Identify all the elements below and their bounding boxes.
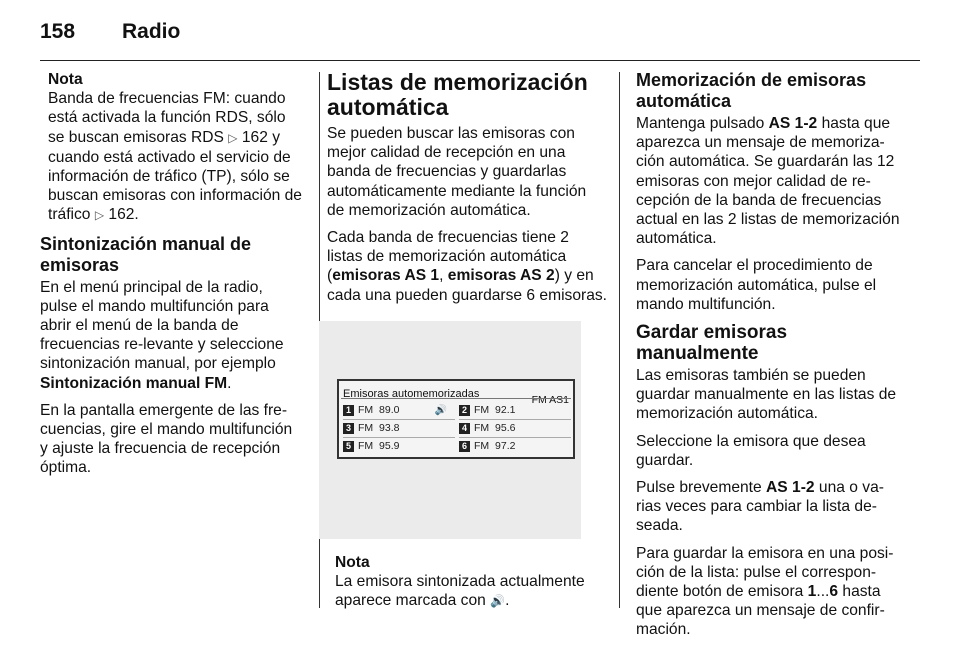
paragraph: En la pantalla emergente de las fre-cuencias, gire el mando multifunción y ajuste la frecuencia de recepción óptima.	[40, 401, 293, 477]
preset-slot[interactable]	[343, 420, 455, 438]
page-ref-icon: ▷	[94, 208, 105, 223]
display-screen	[337, 379, 575, 459]
page-ref[interactable]: 162.	[108, 206, 139, 224]
column-3	[636, 70, 902, 648]
section-heading: Memorización de emisoras automática	[636, 70, 867, 111]
paragraph: Para guardar la emisora en una posi-ción de la lista: pulse el correspon-diente botón de emisora	[636, 544, 894, 601]
preset-number: 6	[459, 441, 470, 452]
section-heading: Gardar emisoras manualmente	[636, 322, 788, 365]
page-ref[interactable]: 162 y	[241, 128, 281, 146]
preset-slot[interactable]	[343, 438, 455, 455]
paragraph: Se pueden buscar las emisoras con mejor calidad de recepción en una banda de frecuencias y guardarlas automáticamente mediante la función de memorización automática.	[327, 125, 587, 219]
speaker-icon: 🔊	[490, 594, 506, 609]
button-term: AS 1-2	[768, 115, 818, 132]
section-title: Radio	[122, 20, 181, 43]
preset-band: FM	[474, 403, 490, 416]
note-title: Nota	[48, 71, 83, 88]
column-divider	[619, 72, 620, 608]
preset-band: FM	[358, 403, 374, 416]
preset-band: FM	[474, 439, 490, 452]
page-ref-icon: ▷	[228, 130, 238, 145]
column-2	[327, 70, 607, 611]
button-term: AS 1-2	[766, 479, 815, 497]
preset-number: 1	[343, 405, 354, 416]
paragraph: ,	[439, 267, 448, 285]
paragraph: Mantenga pulsado	[636, 115, 765, 132]
note-block	[40, 70, 304, 226]
menu-term: emisoras AS 2	[447, 267, 555, 285]
header-divider	[40, 60, 920, 61]
preset-band: FM	[474, 421, 490, 434]
preset-frequency: 97.2	[495, 439, 516, 452]
preset-frequency: 89.0	[379, 403, 400, 416]
preset-band: FM	[358, 439, 374, 452]
paragraph: una o va-rias veces para cambiar la lista de-seada.	[636, 479, 884, 535]
paragraph: Seleccione la emisora que desea guardar.	[636, 432, 866, 469]
preset-frequency: 92.1	[495, 403, 516, 416]
note-title: Nota	[335, 553, 370, 571]
preset-frequency: 95.9	[379, 439, 400, 452]
note-block: Nota La emisora sintonizada actualmente aparece marcada con 🔊.	[327, 553, 607, 612]
paragraph: ) y en cada una pueden guardarse 6 emisoras.	[327, 267, 608, 304]
section-heading: Listas de memorización automática	[327, 69, 588, 120]
screen-title: Emisoras automemorizadas	[343, 387, 480, 400]
paragraph: Para cancelar el procedimiento de memorización automática, pulse el mando multifunción.	[636, 257, 877, 313]
autostore-screen-figure	[319, 321, 581, 539]
button-term: 1	[807, 583, 817, 601]
page-number: 158	[40, 20, 76, 43]
speaker-icon: 🔊	[434, 404, 447, 416]
note-text: La emisora sintonizada actualmente aparece marcada con	[335, 573, 585, 610]
button-term: 6	[829, 583, 839, 601]
preset-number: 3	[343, 423, 354, 434]
preset-band: FM	[358, 421, 374, 434]
preset-frequency: 95.6	[495, 421, 516, 434]
screen-tag: FM AS1	[531, 393, 569, 406]
paragraph: En el menú principal de la radio, pulse el mando multifunción para abrir el menú de la banda de frecuencias re-levante y seleccione sintonización manual, por ejemplo	[40, 278, 284, 373]
preset-slot[interactable]	[459, 402, 571, 420]
note-text: Banda de frecuencias FM: cuando está activada la función RDS, sólo se buscan emisoras RDS	[48, 90, 286, 146]
menu-term: emisoras AS 1	[332, 267, 440, 285]
preset-number: 4	[459, 423, 470, 434]
paragraph: hasta que aparezca un mensaje de confir-mación.	[636, 583, 885, 639]
menu-term: Sintonización manual FM	[40, 374, 228, 392]
preset-slot[interactable]	[459, 438, 571, 455]
section-heading: Sintonización manual de emisoras	[40, 233, 252, 275]
preset-number: 5	[343, 441, 354, 452]
paragraph: ...	[816, 583, 830, 601]
preset-slot[interactable]	[343, 402, 455, 420]
preset-frequency: 93.8	[379, 421, 400, 434]
paragraph: Pulse brevemente	[636, 479, 762, 497]
screen-divider	[341, 398, 571, 399]
column-1: Nota Banda de frecuencias FM: cuando está activada la función RDS, sólo se buscan emisoras RDS ▷ 162 y cuando está activado el servicio de información de tráfico (TP), sólo se buscan emisoras con información de tráfico ▷ 162. Sintonización manual de emisoras En el menú principal de la radio, pulse el mando multifunción para abrir el menú de la banda de frecuencias re-levante y seleccione sintonización manual, por ejemplo Sintonización manual FM. En la pantalla emergente de las fre-cuencias, gire el mando multifunción y ajuste la frecuencia de recepción óptima.	[40, 70, 304, 486]
paragraph: Cada banda de frecuencias tiene 2 listas de memorización automática (	[327, 229, 569, 285]
preset-number: 2	[459, 405, 470, 416]
paragraph: hasta que aparezca un mensaje de memoriza-ción automática. Se guardarán las 12 emisoras con mejor calidad de re-cepción de la banda de frecuencias actual en las 2 listas de memorización automática.	[636, 115, 900, 248]
paragraph: Las emisoras también se pueden guardar manualmente en las listas de memorización automática.	[636, 367, 897, 423]
note-text: cuando está activado el servicio de información de tráfico (TP), sólo se buscan emisoras con información de tráfico	[48, 148, 302, 224]
preset-slot[interactable]	[459, 420, 571, 438]
